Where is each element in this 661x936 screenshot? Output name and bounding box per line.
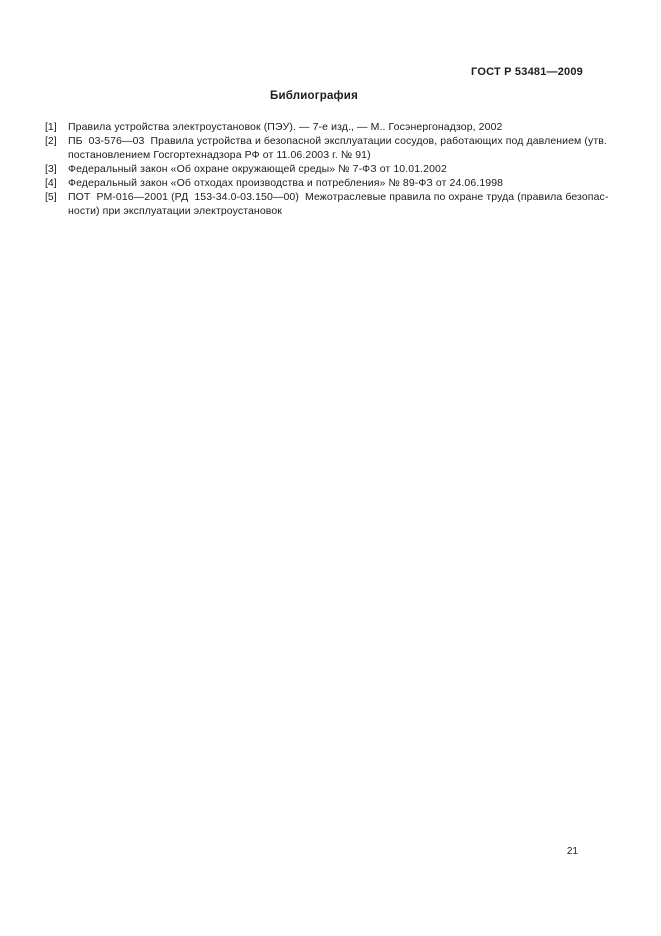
entry-text — [68, 162, 605, 176]
bibliography-entry — [45, 162, 605, 176]
entry-marker: [5] — [45, 191, 57, 203]
entry-text-line: ности) при эксплуатации электроустановок — [68, 205, 282, 217]
entry-text — [68, 134, 605, 162]
entry-text-line: Федеральный закон «Об охране окружающей среды» № 7-ФЗ от 10.01.2002 — [68, 163, 447, 175]
entry-text — [68, 176, 605, 190]
bibliography-entry — [45, 134, 605, 162]
entry-text-line: ПОТ РМ-016—2001 (РД 153-34.0-03.150—00) Межотраслевые правила по охране труда (правила безопас- — [68, 191, 609, 203]
bibliography-list — [45, 120, 609, 218]
bibliography-entry — [45, 176, 605, 190]
page-number: 21 — [566, 846, 578, 857]
entry-text — [68, 190, 609, 218]
entry-text-line: ПБ 03-576—03 Правила устройства и безопасной эксплуатации сосудов, работающих под давлением (утв. — [68, 135, 607, 147]
section-title: Библиография — [269, 90, 358, 102]
standard-code: ГОСТ Р 53481—2009 — [471, 66, 583, 78]
entry-text-line: Правила устройства электроустановок (ПЭУ). — 7-е изд., — М.. Госэнергонадзор, 2002 — [68, 121, 503, 133]
entry-text-line: постановлением Госгортехнадзора РФ от 11.06.2003 г. № 91) — [68, 149, 371, 161]
entry-text-line: Федеральный закон «Об отходах производства и потребления» № 89-ФЗ от 24.06.1998 — [68, 177, 504, 189]
entry-marker: [1] — [45, 121, 57, 133]
bibliography-entry — [45, 190, 609, 218]
entry-marker: [4] — [45, 177, 57, 189]
entry-text — [68, 120, 605, 134]
bibliography-entry — [45, 120, 605, 134]
entry-marker: [3] — [45, 163, 57, 175]
entry-marker: [2] — [45, 135, 57, 147]
